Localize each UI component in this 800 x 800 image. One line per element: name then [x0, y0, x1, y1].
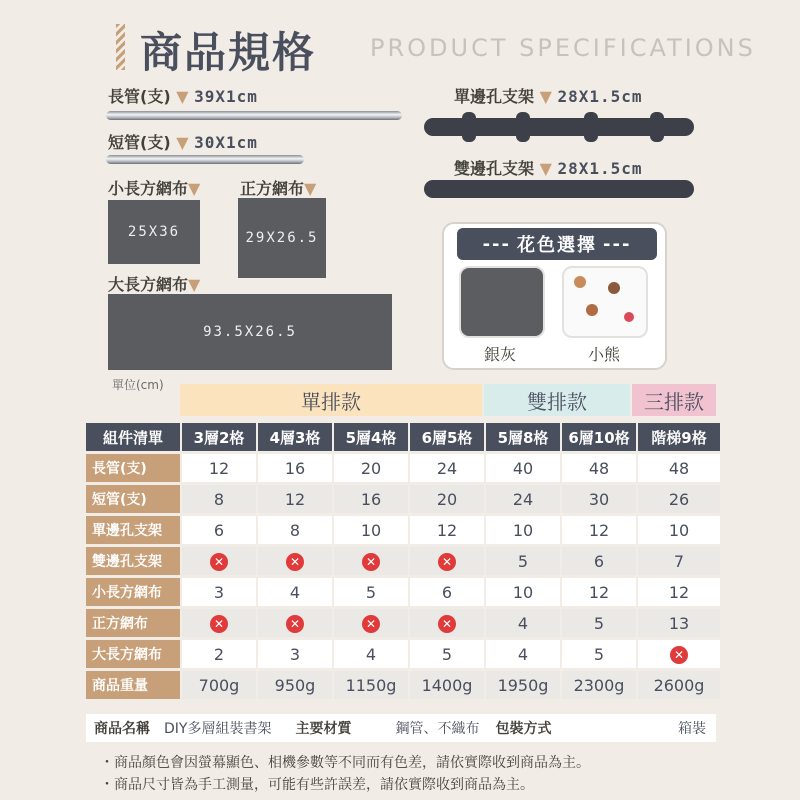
table-cell: 12 — [258, 485, 332, 513]
table-row-label: 大長方網布 — [86, 640, 180, 668]
table-cell: 10 — [486, 578, 560, 606]
material-value: 鋼管、不織布 — [395, 721, 480, 737]
bear-icon — [574, 276, 586, 288]
long-pipe-label: 長管(支) ▼ 39X1cm — [108, 87, 258, 106]
table-cell: 5 — [562, 640, 636, 668]
table-row-label: 單邊孔支架 — [86, 516, 180, 544]
double-bracket-label: 雙邊孔支架 ▼ 28X1.5cm — [454, 159, 643, 178]
not-included-icon: ✕ — [438, 615, 456, 633]
package-value: 箱裝 — [678, 721, 706, 737]
table-cell: 20 — [334, 454, 408, 482]
table-cell: 13 — [638, 609, 720, 637]
table-cell-none — [638, 640, 720, 668]
arrow-down-icon: ▼ — [188, 275, 201, 294]
not-included-icon: ✕ — [210, 615, 228, 633]
table-cell: 5 — [486, 547, 560, 575]
table-row-label: 小長方網布 — [86, 578, 180, 606]
not-included-icon: ✕ — [438, 553, 456, 571]
unit-note: 單位(cm) — [112, 378, 164, 392]
silver-gray-label: 銀灰 — [484, 345, 517, 364]
table-cell: 2600g — [638, 671, 720, 699]
page-subtitle: PRODUCT SPECIFICATIONS — [370, 34, 756, 62]
large-rect-fabric-label: 大長方網布▼ — [108, 275, 201, 294]
table-row-label: 長管(支) — [86, 454, 180, 482]
table-cell: 12 — [410, 516, 484, 544]
table-cell: 10 — [486, 516, 560, 544]
table-row — [86, 454, 720, 482]
not-included-icon: ✕ — [362, 615, 380, 633]
single-bracket-size: 28X1.5cm — [557, 87, 643, 106]
table-cell: 12 — [562, 516, 636, 544]
short-pipe-size: 30X1cm — [194, 133, 258, 152]
table-row — [86, 671, 720, 699]
table-cell: 6 — [410, 578, 484, 606]
table-cell: 4 — [486, 640, 560, 668]
table-cell-none — [182, 547, 256, 575]
short-pipe-image — [106, 155, 304, 164]
square-fabric-image: 29X26.5 — [238, 198, 326, 278]
table-header-cell: 6層10格 — [562, 423, 636, 451]
table-cell: 4 — [334, 640, 408, 668]
table-cell-none — [258, 609, 332, 637]
arrow-down-icon: ▼ — [539, 159, 552, 178]
not-included-icon: ✕ — [286, 553, 304, 571]
double-bracket-size: 28X1.5cm — [557, 159, 643, 178]
long-pipe-size: 39X1cm — [194, 87, 258, 106]
single-bracket-image — [424, 112, 694, 142]
table-cell: 24 — [486, 485, 560, 513]
table-cell-none — [410, 609, 484, 637]
group-triple-row: 三排款 — [632, 384, 716, 416]
table-cell: 16 — [334, 485, 408, 513]
table-cell: 4 — [486, 609, 560, 637]
table-header-cell: 5層8格 — [486, 423, 560, 451]
arrow-down-icon: ▼ — [176, 87, 189, 106]
table-header-cell: 組件清單 — [86, 423, 180, 451]
product-info-row — [86, 714, 716, 742]
large-rect-fabric-image: 93.5X26.5 — [108, 294, 392, 370]
table-cell: 48 — [638, 454, 720, 482]
table-cell: 3 — [258, 640, 332, 668]
table-row — [86, 547, 720, 575]
table-header-cell: 6層5格 — [410, 423, 484, 451]
table-cell-none — [182, 609, 256, 637]
single-bracket-label: 單邊孔支架 ▼ 28X1.5cm — [454, 87, 643, 106]
table-cell: 8 — [258, 516, 332, 544]
table-row-label: 正方網布 — [86, 609, 180, 637]
table-cell-none — [258, 547, 332, 575]
table-header-cell: 4層3格 — [258, 423, 332, 451]
component-table — [84, 420, 722, 702]
table-cell: 48 — [562, 454, 636, 482]
table-cell-none — [334, 547, 408, 575]
long-pipe-image — [106, 111, 402, 120]
table-cell: 24 — [410, 454, 484, 482]
table-cell-none — [410, 547, 484, 575]
table-cell: 26 — [638, 485, 720, 513]
color-options-title: --- 花色選擇 --- — [457, 228, 657, 260]
note-color: ・商品顏色會因螢幕顯色、相機參數等不同而有色差，請依實際收到商品為主。 — [100, 755, 590, 771]
not-included-icon: ✕ — [286, 615, 304, 633]
bear-pattern-swatch[interactable] — [562, 266, 648, 338]
table-header-row — [86, 423, 720, 451]
table-cell: 700g — [182, 671, 256, 699]
arrow-down-icon: ▼ — [188, 179, 201, 198]
table-row — [86, 485, 720, 513]
table-row — [86, 578, 720, 606]
table-row-label: 雙邊孔支架 — [86, 547, 180, 575]
table-cell: 12 — [562, 578, 636, 606]
square-fabric-label: 正方網布▼ — [240, 179, 317, 198]
table-row — [86, 609, 720, 637]
table-cell: 10 — [334, 516, 408, 544]
bear-icon — [608, 282, 620, 294]
group-single-row: 單排款 — [180, 384, 482, 416]
table-cell: 5 — [410, 640, 484, 668]
page-title: 商品規格 — [140, 28, 317, 77]
heart-icon — [624, 312, 634, 322]
table-cell: 2300g — [562, 671, 636, 699]
table-cell: 5 — [562, 609, 636, 637]
table-cell: 6 — [562, 547, 636, 575]
table-cell: 950g — [258, 671, 332, 699]
table-row — [86, 640, 720, 668]
not-included-icon: ✕ — [670, 646, 688, 664]
table-cell: 3 — [182, 578, 256, 606]
table-header-cell: 3層2格 — [182, 423, 256, 451]
title-accent-stripes — [116, 24, 125, 70]
table-row-label: 短管(支) — [86, 485, 180, 513]
material-label: 主要材質 — [295, 721, 352, 737]
product-name-label: 商品名稱 — [94, 721, 150, 737]
small-rect-fabric-label: 小長方網布▼ — [108, 179, 201, 198]
table-cell: 10 — [638, 516, 720, 544]
table-cell: 8 — [182, 485, 256, 513]
silver-gray-swatch[interactable] — [459, 266, 545, 338]
table-cell: 1400g — [410, 671, 484, 699]
table-cell: 5 — [334, 578, 408, 606]
small-rect-fabric-image: 25X36 — [108, 200, 200, 264]
not-included-icon: ✕ — [210, 553, 228, 571]
arrow-down-icon: ▼ — [304, 179, 317, 198]
bear-label: 小熊 — [588, 345, 621, 364]
table-cell-none — [334, 609, 408, 637]
short-pipe-label: 短管(支) ▼ 30X1cm — [108, 133, 258, 152]
double-bracket-image — [424, 180, 694, 198]
table-header-cell: 階梯9格 — [638, 423, 720, 451]
group-double-row: 雙排款 — [484, 384, 630, 416]
bear-icon — [586, 304, 598, 316]
arrow-down-icon: ▼ — [176, 133, 189, 152]
table-header-cell: 5層4格 — [334, 423, 408, 451]
table-cell: 30 — [562, 485, 636, 513]
arrow-down-icon: ▼ — [539, 87, 552, 106]
table-cell: 16 — [258, 454, 332, 482]
not-included-icon: ✕ — [362, 553, 380, 571]
table-cell: 12 — [182, 454, 256, 482]
package-label: 包裝方式 — [495, 721, 552, 737]
product-name-value: DIY多層組裝書架 — [164, 721, 272, 737]
table-row — [86, 516, 720, 544]
table-cell: 20 — [410, 485, 484, 513]
table-row-label: 商品重量 — [86, 671, 180, 699]
table-cell: 4 — [258, 578, 332, 606]
table-cell: 12 — [638, 578, 720, 606]
table-cell: 2 — [182, 640, 256, 668]
table-cell: 40 — [486, 454, 560, 482]
table-cell: 7 — [638, 547, 720, 575]
table-cell: 6 — [182, 516, 256, 544]
note-size: ・商品尺寸皆為手工測量，可能有些許誤差，請依實際收到商品為主。 — [100, 777, 534, 793]
table-cell: 1150g — [334, 671, 408, 699]
table-cell: 1950g — [486, 671, 560, 699]
